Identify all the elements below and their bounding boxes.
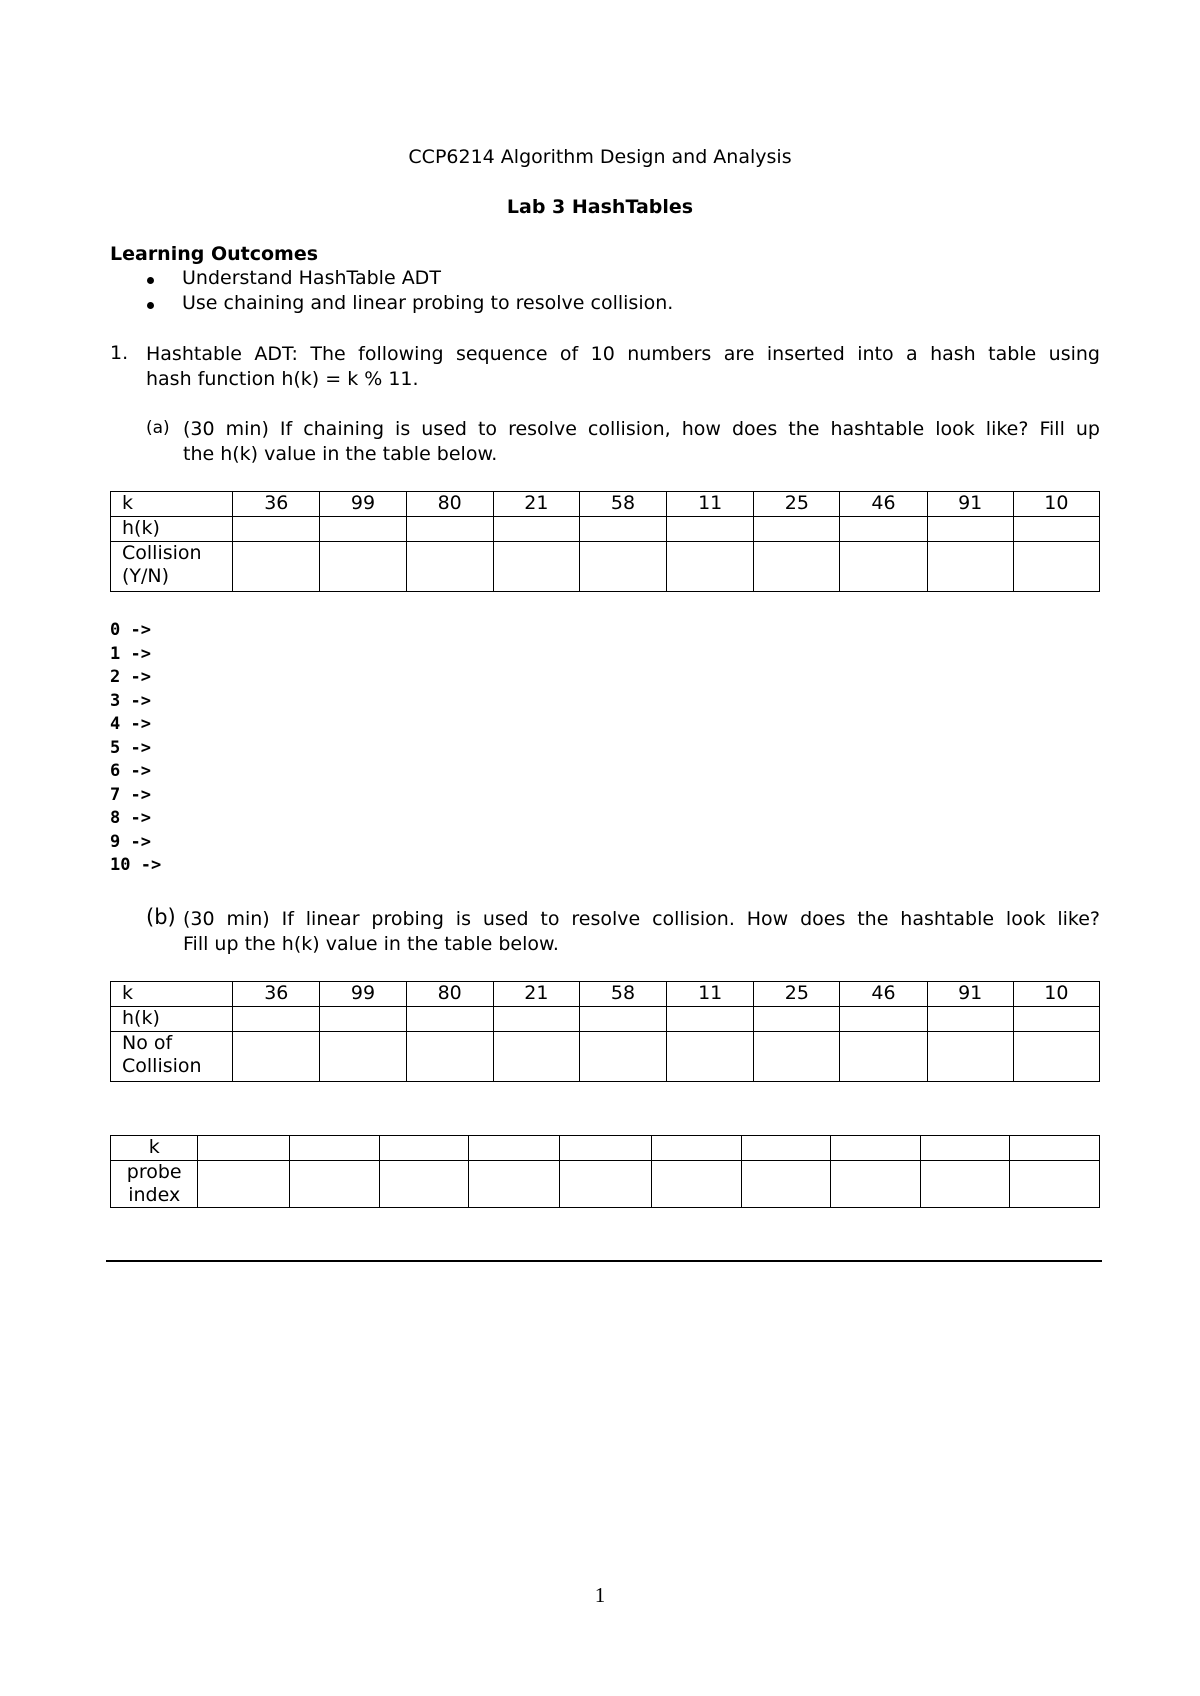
collision-input-cell[interactable] [579, 542, 666, 592]
key-cell: 36 [233, 492, 320, 517]
part-a-text [183, 417, 1100, 467]
horizontal-divider [106, 1260, 1102, 1262]
probe-index-input-cell[interactable] [198, 1161, 290, 1208]
collision-input-cell[interactable] [927, 542, 1013, 592]
table-row [111, 1136, 1100, 1161]
question-text-line: hash function h(k) = k % 11. [146, 368, 419, 390]
probe-index-input-cell[interactable] [741, 1161, 831, 1208]
part-a-label: (a) [146, 418, 170, 438]
part-a-text-line: (30 min) If chaining is used to resolve collision, how does the hashtable look like? Fill up [183, 418, 1100, 440]
probe-index-input-cell[interactable] [831, 1161, 921, 1208]
key-cell: 99 [320, 492, 406, 517]
key-cell: 46 [840, 982, 927, 1007]
collision-count-input-cell[interactable] [840, 1032, 927, 1082]
collision-count-input-cell[interactable] [927, 1032, 1013, 1082]
key-cell: 58 [579, 982, 666, 1007]
chain-row: 10 -> [110, 855, 162, 875]
hk-input-cell[interactable] [927, 1007, 1013, 1032]
hk-input-cell[interactable] [579, 1007, 666, 1032]
chain-row: 4 -> [110, 714, 151, 734]
table-row [111, 517, 1100, 542]
key-cell: 25 [754, 492, 840, 517]
probe-key-input-cell[interactable] [920, 1136, 1010, 1161]
hk-input-cell[interactable] [667, 517, 754, 542]
bullet-icon [147, 302, 154, 309]
key-cell: 99 [320, 982, 406, 1007]
key-cell: 11 [667, 492, 754, 517]
hk-input-cell[interactable] [927, 517, 1013, 542]
chain-row: 0 -> [110, 620, 151, 640]
row-label-k: k [111, 1136, 198, 1161]
table-row [111, 1161, 1100, 1208]
probe-index-input-cell[interactable] [920, 1161, 1010, 1208]
probing-table [110, 981, 1100, 1082]
probe-key-input-cell[interactable] [651, 1136, 741, 1161]
hk-input-cell[interactable] [406, 1007, 493, 1032]
hk-input-cell[interactable] [406, 517, 493, 542]
table-row [111, 542, 1100, 592]
key-cell: 25 [754, 982, 840, 1007]
table-row [111, 1007, 1100, 1032]
chain-row: 1 -> [110, 643, 151, 664]
hk-input-cell[interactable] [579, 517, 666, 542]
probe-key-input-cell[interactable] [198, 1136, 290, 1161]
probe-index-input-cell[interactable] [651, 1161, 741, 1208]
collision-input-cell[interactable] [754, 542, 840, 592]
collision-input-cell[interactable] [406, 542, 493, 592]
outcome-item: Use chaining and linear probing to resolve collision. [182, 292, 674, 314]
row-label-probe-index: probe index [111, 1161, 198, 1208]
bullet-icon [147, 277, 154, 284]
chain-row: 5 -> [110, 737, 151, 758]
key-cell: 11 [667, 982, 754, 1007]
hk-input-cell[interactable] [1013, 517, 1099, 542]
collision-input-cell[interactable] [233, 542, 320, 592]
part-b-label: (b) [146, 905, 176, 929]
collision-count-input-cell[interactable] [233, 1032, 320, 1082]
row-label-hk: h(k) [111, 1007, 233, 1032]
question-number: 1. [110, 342, 129, 364]
key-cell: 21 [493, 492, 579, 517]
lab-title: Lab 3 HashTables [506, 196, 694, 218]
probe-key-input-cell[interactable] [831, 1136, 921, 1161]
probe-key-input-cell[interactable] [379, 1136, 469, 1161]
key-cell: 80 [406, 492, 493, 517]
chaining-table [110, 491, 1100, 592]
chain-row: 9 -> [110, 831, 151, 852]
probe-index-input-cell[interactable] [379, 1161, 469, 1208]
part-a-text-line: the h(k) value in the table below. [183, 443, 498, 465]
hk-input-cell[interactable] [754, 1007, 840, 1032]
collision-count-input-cell[interactable] [406, 1032, 493, 1082]
collision-count-input-cell[interactable] [579, 1032, 666, 1082]
collision-count-input-cell[interactable] [1013, 1032, 1099, 1082]
probe-index-input-cell[interactable] [1010, 1161, 1100, 1208]
key-cell: 91 [927, 492, 1013, 517]
collision-input-cell[interactable] [840, 542, 927, 592]
hk-input-cell[interactable] [840, 517, 927, 542]
hk-input-cell[interactable] [493, 517, 579, 542]
collision-count-input-cell[interactable] [493, 1032, 579, 1082]
chain-row: 2 -> [110, 667, 151, 687]
probe-key-input-cell[interactable] [469, 1136, 560, 1161]
table-row [111, 492, 1100, 517]
probe-index-input-cell[interactable] [469, 1161, 560, 1208]
probe-key-input-cell[interactable] [741, 1136, 831, 1161]
hk-input-cell[interactable] [320, 1007, 406, 1032]
key-cell: 80 [406, 982, 493, 1007]
learning-outcomes-heading: Learning Outcomes [110, 243, 319, 265]
collision-count-input-cell[interactable] [320, 1032, 406, 1082]
key-cell: 46 [840, 492, 927, 517]
chain-row: 8 -> [110, 808, 151, 828]
probe-index-table [110, 1135, 1100, 1208]
row-label-collision: Collision (Y/N) [111, 542, 233, 592]
hk-input-cell[interactable] [667, 1007, 754, 1032]
chain-row: 7 -> [110, 784, 151, 805]
collision-input-cell[interactable] [1013, 542, 1099, 592]
probe-index-input-cell[interactable] [290, 1161, 380, 1208]
collision-input-cell[interactable] [320, 542, 406, 592]
course-title: CCP6214 Algorithm Design and Analysis [408, 146, 792, 168]
part-b-text-line: Fill up the h(k) value in the table below. [183, 933, 559, 955]
collision-input-cell[interactable] [667, 542, 754, 592]
page-number: 1 [594, 1583, 606, 1607]
collision-count-input-cell[interactable] [667, 1032, 754, 1082]
key-cell: 10 [1013, 982, 1099, 1007]
collision-count-input-cell[interactable] [754, 1032, 840, 1082]
hk-input-cell[interactable] [320, 517, 406, 542]
hk-input-cell[interactable] [493, 1007, 579, 1032]
hk-input-cell[interactable] [233, 1007, 320, 1032]
hk-input-cell[interactable] [1013, 1007, 1099, 1032]
probe-key-input-cell[interactable] [1010, 1136, 1100, 1161]
question-text [146, 342, 1100, 392]
collision-input-cell[interactable] [493, 542, 579, 592]
row-label-k: k [111, 982, 233, 1007]
table-row [111, 982, 1100, 1007]
row-label-k: k [111, 492, 233, 517]
hk-input-cell[interactable] [233, 517, 320, 542]
hk-input-cell[interactable] [754, 517, 840, 542]
chain-row: 3 -> [110, 690, 151, 711]
outcome-item: Understand HashTable ADT [182, 267, 441, 289]
table-row [111, 1032, 1100, 1082]
probe-key-input-cell[interactable] [560, 1136, 652, 1161]
part-b-text [183, 907, 1100, 957]
key-cell: 36 [233, 982, 320, 1007]
row-label-hk: h(k) [111, 517, 233, 542]
chain-row: 6 -> [110, 761, 151, 781]
part-b-text-line: (30 min) If linear probing is used to resolve collision. How does the hashtable look like? [183, 908, 1100, 930]
probe-index-input-cell[interactable] [560, 1161, 652, 1208]
key-cell: 91 [927, 982, 1013, 1007]
hk-input-cell[interactable] [840, 1007, 927, 1032]
question-text-line: Hashtable ADT: The following sequence of 10 numbers are inserted into a hash table using [146, 343, 1100, 365]
key-cell: 21 [493, 982, 579, 1007]
key-cell: 58 [579, 492, 666, 517]
probe-key-input-cell[interactable] [290, 1136, 380, 1161]
key-cell: 10 [1013, 492, 1099, 517]
row-label-no-of-collision: No of Collision [111, 1032, 233, 1082]
chain-list [110, 619, 161, 878]
